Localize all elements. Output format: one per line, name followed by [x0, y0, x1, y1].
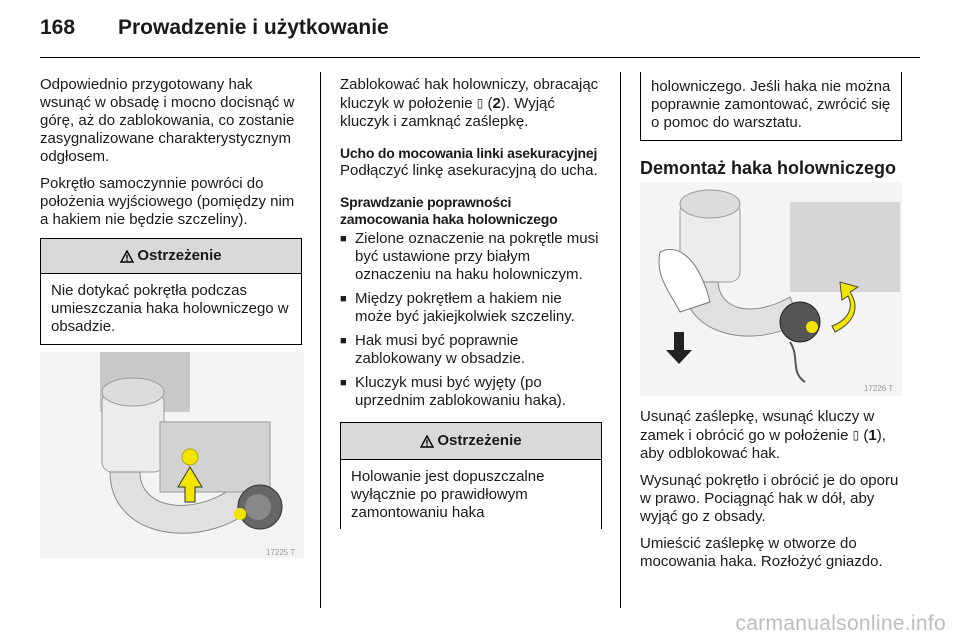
column-1 [40, 76, 302, 345]
header-divider [40, 57, 920, 58]
paragraph: Pokrętło samoczynnie powróci do położenia wyjściowego (pomiędzy nim a hakiem nie będzie szczeliny). [40, 175, 295, 228]
list-item: ■ Zielone oznaczenie na pokrętle musi być ustawione przy białym oznaczeniu na haku holowniczym. [340, 230, 602, 284]
warning-text: Holowanie jest dopuszczalne wyłącznie po prawidłowym zamontowaniu haka [351, 468, 545, 521]
section-heading: Demontaż haka holowniczego [640, 158, 897, 178]
column-3-lower [640, 408, 902, 580]
column-divider-2 [620, 72, 621, 608]
warning-title: Ostrzeżenie [437, 432, 522, 449]
paragraph: Zablokować hak holowniczy, obracając kluczyk w położenie ▯ (2). Wyjąć kluczyk i zamknąć zaślepkę. [340, 76, 599, 130]
key-position-icon: ▯ [852, 428, 860, 442]
list-item: ■ Między pokrętłem a hakiem nie może być jakiejkolwiek szczeliny. [340, 290, 602, 326]
column-divider-1 [320, 72, 321, 608]
warning-box [40, 238, 302, 345]
towbar-mounting-figure [40, 352, 304, 558]
warning-header [41, 239, 301, 274]
towbar-illustration [40, 352, 304, 558]
column-2 [340, 76, 602, 529]
page-number: 168 [40, 16, 76, 39]
column-3 [640, 72, 902, 177]
paragraph: Odpowiednio przygotowany hak wsunąć w obsadę i mocno docisnąć w górę, aż do zablokowania, co zostanie zasygnalizowane charakterystycznym odgłosem. [40, 76, 295, 165]
watermark: carmanualsonline.info [735, 612, 946, 635]
warning-header [341, 423, 601, 460]
towbar-removal-illustration [640, 182, 902, 396]
paragraph: Wysunąć pokrętło i obrócić je do oporu w prawo. Pociągnąć hak w dół, aby wyjąć go z obsady. [640, 472, 899, 525]
towbar-removal-figure [640, 182, 902, 396]
paragraph: Podłączyć linkę asekuracyjną do ucha. [340, 162, 598, 179]
warning-text: Nie dotykać pokrętła podczas umieszczania haka holowniczego w obsadzie. [51, 282, 289, 335]
page-title: Prowadzenie i użytkowanie [118, 16, 389, 39]
key-position-icon: ▯ [476, 96, 484, 110]
list-item: ■ Kluczyk musi być wyjęty (po uprzednim zablokowaniu haka). [340, 374, 602, 410]
warning-title: Ostrzeżenie [137, 247, 222, 264]
warning-icon [120, 250, 134, 263]
checklist [340, 230, 602, 410]
page-header [40, 16, 920, 56]
subheading: Sprawdzanie poprawności zamocowania haka holowniczego [340, 194, 558, 227]
warning-box [340, 422, 602, 529]
warning-icon [420, 435, 434, 448]
subheading: Ucho do mocowania linki asekuracyjnej [340, 145, 598, 161]
paragraph: Usunąć zaślepkę, wsunąć kluczy w zamek i obrócić go w położenie ▯ (1), aby odblokować hak. [640, 408, 886, 462]
figure-number: 17226 T [864, 384, 894, 393]
warning-continuation: holowniczego. Jeśli haka nie można poprawnie zamontować, zwrócić się o pomoc do warsztatu. [640, 72, 902, 141]
list-item: ■ Hak musi być poprawnie zablokowany w obsadzie. [340, 332, 602, 368]
figure-number: 17225 T [266, 548, 296, 557]
paragraph: Umieścić zaślepkę w otworze do mocowania haka. Rozłożyć gniazdo. [640, 535, 883, 570]
